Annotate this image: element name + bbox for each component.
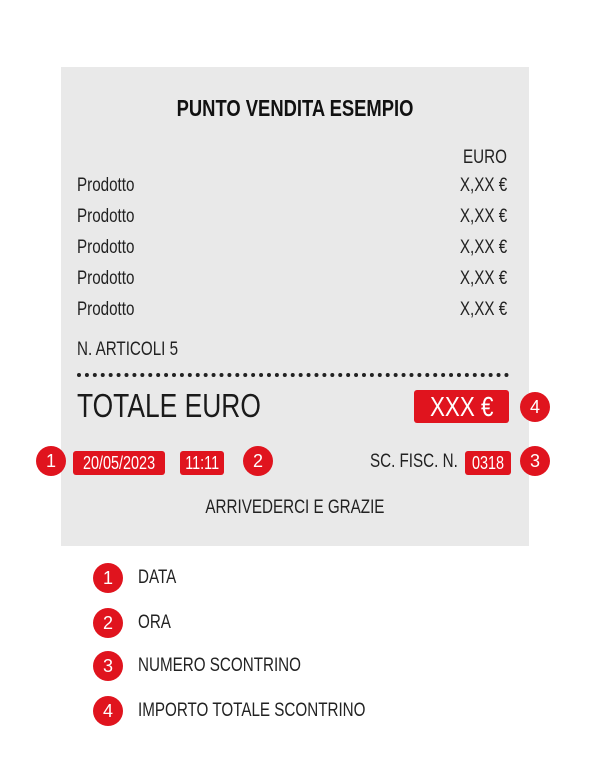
item-price: X,XX €: [459, 268, 507, 289]
item-name: Prodotto: [77, 175, 135, 196]
item-price: X,XX €: [459, 175, 507, 196]
item-price: X,XX €: [459, 206, 507, 227]
item-name: Prodotto: [77, 237, 135, 258]
goodbye-message: [61, 497, 529, 519]
item-price: X,XX €: [459, 299, 507, 320]
legend-badge: 2: [93, 608, 123, 638]
item-name: Prodotto: [77, 299, 135, 320]
list-item: [77, 175, 507, 201]
total-amount-text: XXX €: [429, 391, 494, 422]
store-name: [61, 95, 529, 122]
goodbye-text: ARRIVEDERCI E GRAZIE: [205, 497, 385, 518]
marker-2-badge: 2: [243, 446, 273, 476]
store-name-text: PUNTO VENDITA ESEMPIO: [176, 95, 414, 121]
list-item: [77, 206, 507, 232]
receipt-number-box: [465, 451, 511, 475]
list-item: [77, 268, 507, 294]
total-label: [77, 387, 307, 425]
legend-badge: 4: [93, 696, 123, 726]
time-text: 11:11: [185, 453, 219, 473]
item-price: X,XX €: [459, 237, 507, 258]
date-text: 20/05/2023: [82, 453, 156, 473]
legend-label: IMPORTO TOTALE SCONTRINO: [138, 700, 366, 721]
legend-badge: 3: [93, 651, 123, 681]
currency-header-text: EURO: [463, 147, 507, 168]
receipt-number-text: 0318: [471, 453, 505, 473]
marker-3-badge: 3: [520, 446, 550, 476]
item-name: Prodotto: [77, 206, 135, 227]
marker-1-badge: 1: [36, 446, 66, 476]
legend-badge: 1: [93, 563, 123, 593]
articles-count-text: N. ARTICOLI 5: [77, 339, 179, 360]
receipt-number-label: [348, 451, 458, 473]
total-amount: [414, 390, 509, 423]
list-item: [77, 299, 507, 325]
legend-label: ORA: [138, 612, 171, 633]
receipt: [61, 67, 529, 546]
time-box: [180, 451, 224, 475]
legend-label: NUMERO SCONTRINO: [138, 655, 301, 676]
dotted-divider: [77, 373, 509, 377]
total-label-text: TOTALE EURO: [77, 387, 261, 424]
currency-header: [452, 147, 507, 169]
articles-count: [77, 339, 203, 361]
marker-4-badge: 4: [520, 392, 550, 422]
date-box: [73, 451, 165, 475]
legend-label: DATA: [138, 567, 177, 588]
item-name: Prodotto: [77, 268, 135, 289]
list-item: [77, 237, 507, 263]
receipt-number-label-text: SC. FISC. N.: [370, 451, 458, 472]
